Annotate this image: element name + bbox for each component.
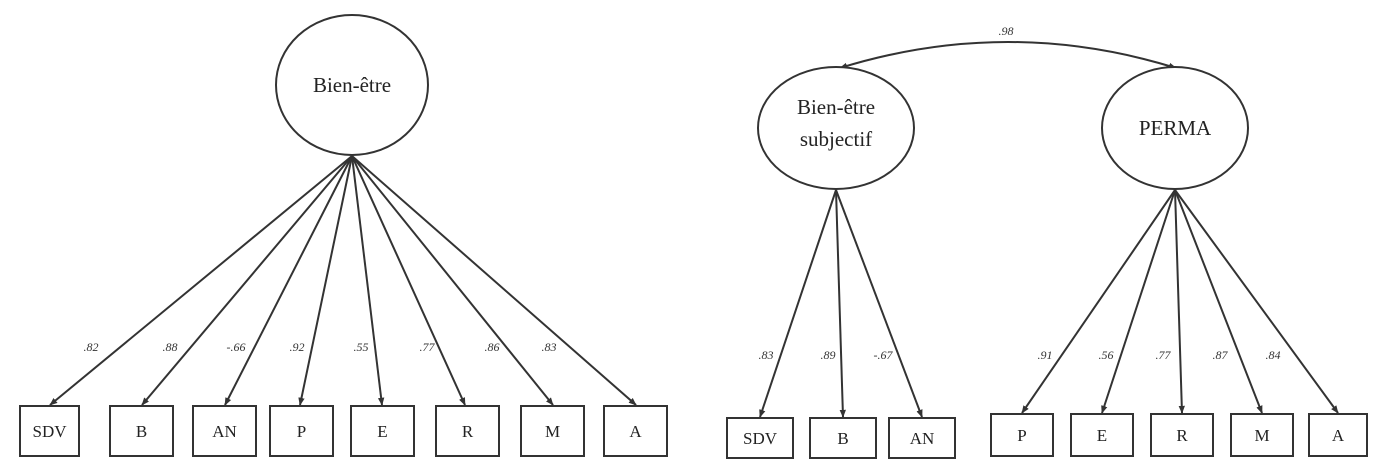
m2-loading-m: .87 — [1212, 348, 1228, 362]
m2-path-an — [836, 190, 922, 417]
m2-correlation — [840, 24, 1176, 68]
m2-indicator-an — [889, 418, 955, 458]
m1-path-m — [352, 156, 553, 405]
m1-loading-p: .92 — [289, 340, 305, 354]
m2-paths-left — [760, 190, 922, 417]
m2-loading-b: .89 — [820, 348, 836, 362]
m2-path-m — [1175, 190, 1262, 413]
m2-indicator-r-label: R — [1176, 426, 1188, 445]
m1-loading-b: .88 — [162, 340, 178, 354]
m1-loading-r: .77 — [419, 340, 435, 354]
m2-indicator-p — [991, 414, 1053, 456]
m2-latent-right-label: PERMA — [1138, 116, 1212, 140]
m2-latent-left — [758, 67, 914, 189]
m2-latent-left-label-2: subjectif — [799, 127, 873, 151]
m2-loading-p: .91 — [1037, 348, 1053, 362]
m1-indicator-an — [193, 406, 256, 456]
m2-path-p — [1022, 190, 1175, 413]
m1-indicator-m-label: M — [544, 422, 561, 441]
m1-indicator-e — [351, 406, 414, 456]
model-2 — [727, 24, 1367, 458]
m2-correlation-value: .98 — [998, 24, 1014, 38]
m1-indicator-r — [436, 406, 499, 456]
m1-loadings — [84, 340, 557, 354]
m2-indicator-b — [810, 418, 876, 458]
m2-indicator-a — [1309, 414, 1367, 456]
m2-path-sdv — [760, 190, 836, 417]
m2-indicator-r — [1151, 414, 1213, 456]
m2-path-b — [836, 190, 843, 417]
m1-indicator-b — [110, 406, 173, 456]
m1-indicator-sdv-label: SDV — [32, 422, 67, 441]
m1-loading-a: .83 — [541, 340, 557, 354]
m2-loading-e: .56 — [1098, 348, 1114, 362]
m1-path-an — [225, 156, 352, 405]
m1-indicator-a — [604, 406, 667, 456]
m1-path-e — [352, 156, 382, 405]
m1-loading-an: -.66 — [226, 340, 246, 354]
m2-indicator-b-label: B — [837, 429, 849, 448]
m1-path-b — [142, 156, 352, 405]
m1-indicator-a-label: A — [629, 422, 642, 441]
m1-loading-sdv: .82 — [83, 340, 99, 354]
m1-loading-m: .86 — [484, 340, 500, 354]
m2-indicator-m-label: M — [1254, 426, 1270, 445]
m2-loading-a: .84 — [1265, 348, 1281, 362]
m1-indicator-e-label: E — [377, 422, 388, 441]
m2-latent-right — [1102, 67, 1248, 189]
m1-indicator-an-label: AN — [212, 422, 237, 441]
m2-latent-left-label-1: Bien-être — [796, 95, 876, 119]
m1-indicator-p-label: P — [296, 422, 307, 441]
m2-correlation-arc — [840, 42, 1176, 68]
m1-indicator-p — [270, 406, 333, 456]
m1-indicator-b-label: B — [135, 422, 148, 441]
m1-indicator-sdv — [20, 406, 79, 456]
m2-indicator-a-label: A — [1331, 426, 1345, 445]
m1-latent — [276, 15, 428, 155]
m2-indicators — [727, 414, 1367, 458]
m2-loadings — [759, 348, 1281, 362]
m2-indicator-m — [1231, 414, 1293, 456]
m1-indicators — [20, 406, 667, 456]
m2-indicator-p-label: P — [1017, 426, 1027, 445]
m1-paths — [50, 156, 636, 405]
m1-loading-e: .55 — [353, 340, 369, 354]
m1-path-a — [352, 156, 636, 405]
m1-latent-label: Bien-être — [312, 73, 392, 97]
m2-loading-sdv: .83 — [758, 348, 774, 362]
m1-path-sdv — [50, 156, 352, 405]
m2-path-e — [1102, 190, 1175, 413]
m2-indicator-sdv — [727, 418, 793, 458]
m2-indicator-e — [1071, 414, 1133, 456]
m2-paths-right — [1022, 190, 1338, 413]
m2-path-r — [1175, 190, 1182, 413]
m1-path-r — [352, 156, 465, 405]
m1-indicator-r-label: R — [461, 422, 474, 441]
m2-path-a — [1175, 190, 1338, 413]
m2-indicator-e-label: E — [1096, 426, 1108, 445]
m2-indicator-sdv-label: SDV — [742, 429, 778, 448]
m1-indicator-m — [521, 406, 584, 456]
model-1 — [20, 15, 667, 456]
m2-indicator-an-label: AN — [909, 429, 935, 448]
m2-loading-r: .77 — [1155, 348, 1171, 362]
m2-loading-an: -.67 — [873, 348, 893, 362]
